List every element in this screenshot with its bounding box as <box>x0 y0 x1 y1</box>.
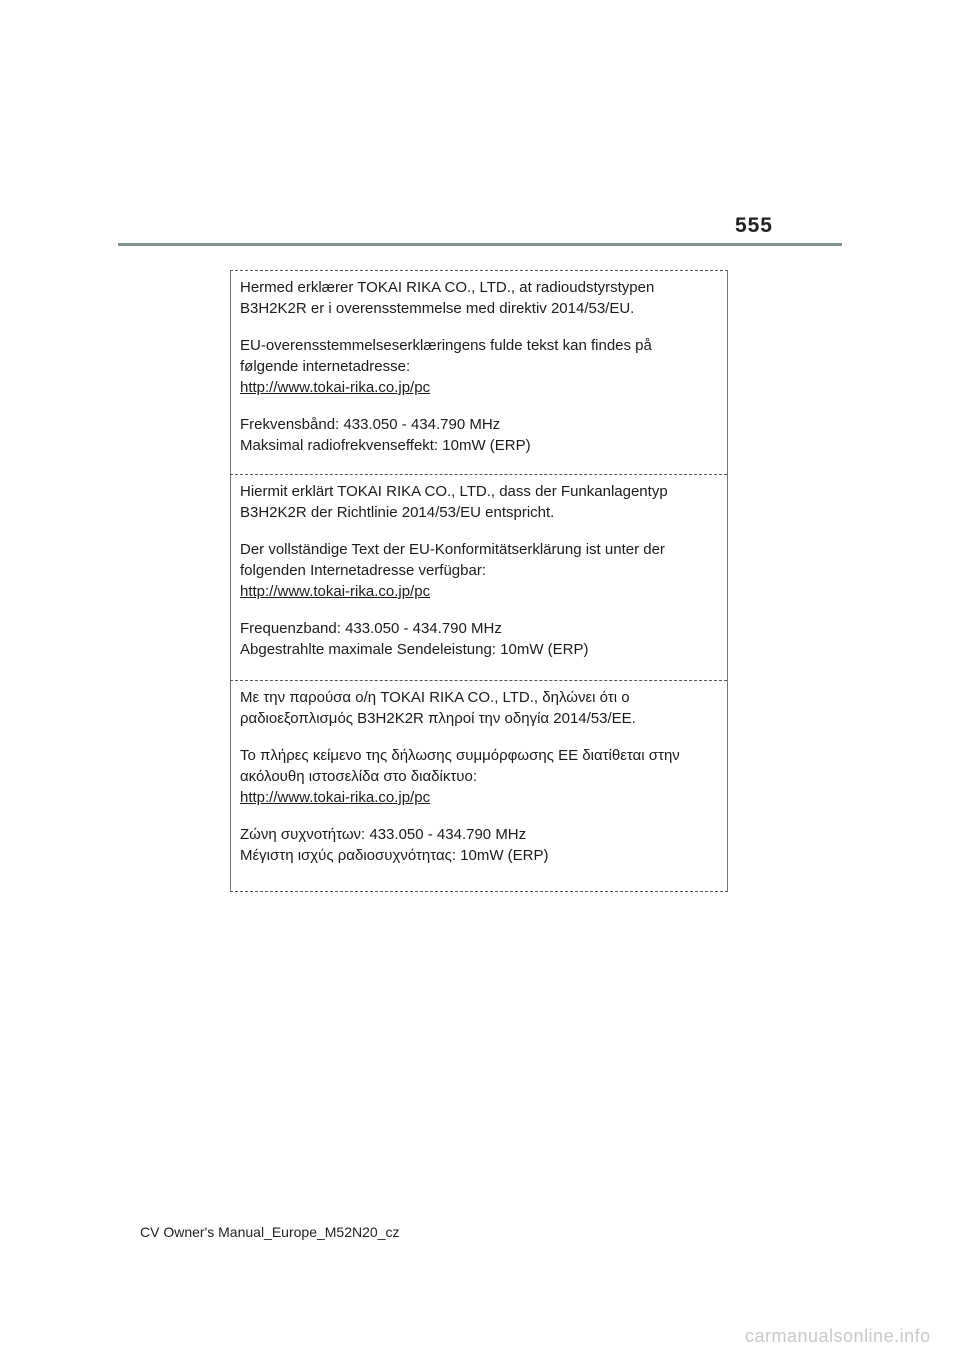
declaration-text: folgenden Internetadresse verfügbar: <box>240 562 486 579</box>
section-divider <box>230 474 727 475</box>
frequency-band-text: Frequenzband: 433.050 - 434.790 MHz <box>240 620 502 637</box>
declaration-text: Hiermit erklärt TOKAI RIKA CO., LTD., dass der Funkanlagentyp <box>240 483 668 500</box>
watermark: carmanualsonline.info <box>745 1326 931 1346</box>
max-power-text: Maksimal radiofrekvenseffekt: 10mW (ERP) <box>240 437 531 454</box>
declaration-german <box>240 481 716 660</box>
declaration-text: B3H2K2R er i overensstemmelse med direktiv 2014/53/EU. <box>240 300 635 317</box>
declaration-danish <box>240 277 716 456</box>
declaration-text: ακόλουθη ιστοσελίδα στο διαδίκτυο: <box>240 768 477 785</box>
manual-footer: CV Owner's Manual_Europe_M52N20_cz <box>140 1224 400 1240</box>
declaration-text: EU-overensstemmelseserklæringens fulde tekst kan findes på <box>240 337 652 354</box>
page-number: 555 <box>734 214 773 237</box>
declaration-text: Το πλήρες κείμενο της δήλωσης συμμόρφωσης ΕΕ διατίθεται στην <box>240 747 680 764</box>
declaration-text: Der vollständige Text der EU-Konformitätserklärung ist unter der <box>240 541 665 558</box>
declaration-text: B3H2K2R der Richtlinie 2014/53/EU entspricht. <box>240 504 555 521</box>
declaration-url-link[interactable]: http://www.tokai-rika.co.jp/pc <box>240 789 431 806</box>
frequency-band-text: Ζώνη συχνοτήτων: 433.050 - 434.790 MHz <box>240 826 527 843</box>
declaration-text: Hermed erklærer TOKAI RIKA CO., LTD., at radioudstyrstypen <box>240 279 655 296</box>
section-divider <box>230 680 727 681</box>
declaration-text: følgende internetadresse: <box>240 358 411 375</box>
header-rule <box>118 243 842 246</box>
declaration-greek <box>240 687 716 866</box>
max-power-text: Abgestrahlte maximale Sendeleistung: 10mW (ERP) <box>240 641 589 658</box>
declaration-text: Με την παρούσα ο/η TOKAI RIKA CO., LTD., δηλώνει ότι ο <box>240 689 630 706</box>
declaration-text: ραδιοεξοπλισμός B3H2K2R πληροί την οδηγία 2014/53/ΕΕ. <box>240 710 636 727</box>
declaration-url-link[interactable]: http://www.tokai-rika.co.jp/pc <box>240 379 431 396</box>
max-power-text: Μέγιστη ισχύς ραδιοσυχνότητας: 10mW (ERP) <box>240 847 549 864</box>
frequency-band-text: Frekvensbånd: 433.050 - 434.790 MHz <box>240 416 501 433</box>
declaration-url-link[interactable]: http://www.tokai-rika.co.jp/pc <box>240 583 431 600</box>
